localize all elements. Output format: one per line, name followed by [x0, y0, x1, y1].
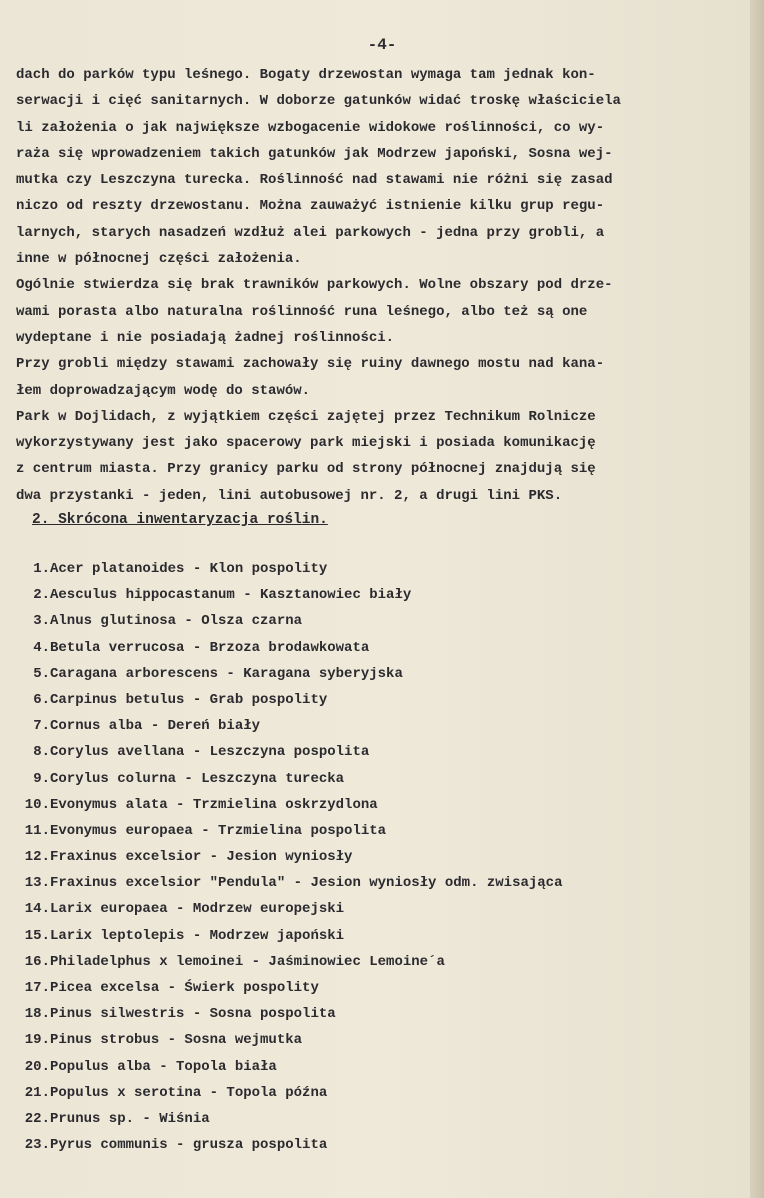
- paragraph-line: niczo od reszty drzewostanu. Można zauważyć istnienie kilku grup regu-: [16, 198, 605, 215]
- list-item-number: 18.: [24, 1006, 50, 1023]
- list-item: [18, 687, 748, 713]
- list-item: [18, 766, 748, 792]
- list-item-number: 19.: [24, 1032, 50, 1049]
- list-item-text: Pinus strobus - Sosna wejmutka: [50, 1032, 303, 1049]
- paragraph-line: raża się wprowadzeniem takich gatunków jak Modrzew japoński, Sosna wej-: [16, 145, 613, 162]
- list-item: [18, 713, 748, 739]
- list-item-text: Evonymus europaea - Trzmielina pospolita: [50, 822, 387, 839]
- paragraph-line: łem doprowadzającym wodę do stawów.: [16, 382, 311, 399]
- paragraph-line: li założenia o jak największe wzbogacenie widokowe roślinności, co wy-: [16, 119, 605, 136]
- paragraph-line: serwacji i cięć sanitarnych. W doborze gatunków widać troskę właściciela: [16, 93, 621, 110]
- list-item: [18, 844, 748, 870]
- list-item: [18, 1106, 748, 1132]
- list-item-text: Aesculus hippocastanum - Kasztanowiec biały: [50, 587, 412, 604]
- list-item: [18, 582, 748, 608]
- list-item-number: 9.: [33, 770, 50, 787]
- paragraph-line: Przy grobli między stawami zachowały się ruiny dawnego mostu nad kana-: [16, 356, 605, 373]
- list-item: [18, 608, 748, 634]
- list-item-text: Larix europaea - Modrzew europejski: [50, 901, 345, 918]
- list-item-text: Larix leptolepis - Modrzew japoński: [50, 927, 345, 944]
- list-item-text: Prunus sp. - Wiśnia: [50, 1110, 210, 1127]
- list-item-text: Fraxinus excelsior "Pendula" - Jesion wyniosły odm. zwisająca: [50, 875, 563, 892]
- list-item: [18, 1054, 748, 1080]
- list-item-text: Corylus colurna - Leszczyna turecka: [50, 770, 345, 787]
- paragraph-line: Park w Dojlidach, z wyjątkiem części zajętej przez Technikum Rolnicze: [16, 408, 596, 425]
- list-item-number: 14.: [24, 901, 50, 918]
- paragraph-line: dach do parków typu leśnego. Bogaty drzewostan wymaga tam jednak kon-: [16, 67, 596, 83]
- paragraph-line: Ogólnie stwierdza się brak trawników parkowych. Wolne obszary pod drze-: [16, 277, 613, 294]
- paragraph-line: wami porasta albo naturalna roślinność runa leśnego, albo też są one: [16, 303, 588, 320]
- paragraph-line: dwa przystanki - jeden, lini autobusowej nr. 2, a drugi lini PKS.: [16, 487, 563, 504]
- list-item-text: Caragana arborescens - Karagana syberyjska: [50, 665, 403, 682]
- list-item-text: Corylus avellana - Leszczyna pospolita: [50, 744, 370, 761]
- paragraph-line: wykorzystywany jest jako spacerowy park miejski i posiada komunikację: [16, 435, 596, 452]
- list-item-text: Alnus glutinosa - Olsza czarna: [50, 613, 303, 630]
- plant-inventory-list: [18, 556, 748, 1158]
- list-item: [18, 739, 748, 765]
- section-heading: 2. Skrócona inwentaryzacja roślin.: [32, 512, 328, 528]
- list-item-number: 20.: [24, 1058, 50, 1075]
- paragraph-line: larnych, starych nasadzeń wzdłuż alei parkowych - jedna przy grobli, a: [16, 224, 605, 241]
- list-item-number: 22.: [24, 1110, 50, 1127]
- page-number: -4-: [367, 36, 397, 54]
- list-item-text: Pinus silwestris - Sosna pospolita: [50, 1006, 336, 1023]
- list-item-number: 2.: [33, 587, 50, 604]
- list-item: [18, 556, 748, 582]
- list-item-number: 12.: [24, 849, 50, 866]
- list-item: [18, 949, 748, 975]
- list-item-number: 1.: [33, 561, 50, 577]
- list-item-text: Evonymus alata - Trzmielina oskrzydlona: [50, 796, 378, 813]
- list-item: [18, 1027, 748, 1053]
- list-item: [18, 792, 748, 818]
- list-item-number: 21.: [24, 1084, 50, 1101]
- paragraph-line: z centrum miasta. Przy granicy parku od strony północnej znajdują się: [16, 461, 596, 478]
- paragraph-line: wydeptane i nie posiadają żadnej roślinności.: [16, 329, 395, 346]
- list-item-number: 8.: [33, 744, 50, 761]
- list-item-text: Philadelphus x lemoinei - Jaśminowiec Lemoine´a: [50, 953, 445, 970]
- list-item: [18, 896, 748, 922]
- list-item: [18, 1001, 748, 1027]
- list-item-number: 16.: [24, 953, 50, 970]
- list-item-number: 13.: [24, 875, 50, 892]
- list-item: [18, 1080, 748, 1106]
- list-item-number: 3.: [33, 613, 50, 630]
- list-item-number: 17.: [24, 980, 50, 996]
- list-item: [18, 975, 748, 1001]
- list-item: [18, 870, 748, 896]
- list-item-number: 6.: [33, 691, 50, 708]
- list-item-text: Fraxinus excelsior - Jesion wyniosły: [50, 849, 353, 866]
- paragraph-line: mutka czy Leszczyna turecka. Roślinność nad stawami nie różni się zasad: [16, 172, 613, 189]
- list-item-number: 7.: [33, 718, 50, 735]
- list-item-text: Picea excelsa - Świerk pospolity: [50, 980, 319, 996]
- list-item-text: Populus x serotina - Topola późna: [50, 1084, 328, 1101]
- list-item: [18, 923, 748, 949]
- list-item-number: 23.: [24, 1137, 50, 1154]
- list-item-number: 10.: [24, 796, 50, 813]
- list-item: [18, 818, 748, 844]
- list-item-number: 5.: [33, 665, 50, 682]
- list-item-text: Betula verrucosa - Brzoza brodawkowata: [50, 639, 370, 656]
- list-item-text: Carpinus betulus - Grab pospolity: [50, 691, 328, 708]
- list-item-text: Pyrus communis - grusza pospolita: [50, 1137, 328, 1154]
- list-item-text: Cornus alba - Dereń biały: [50, 718, 261, 735]
- list-item: [18, 1132, 748, 1158]
- list-item-number: 11.: [24, 822, 50, 839]
- body-paragraph: [16, 62, 756, 509]
- list-item: [18, 661, 748, 687]
- list-item-text: Acer platanoides - Klon pospolity: [50, 561, 328, 577]
- list-item-number: 15.: [24, 927, 50, 944]
- list-item-number: 4.: [33, 639, 50, 656]
- list-item: [18, 635, 748, 661]
- paragraph-line: inne w północnej części założenia.: [16, 251, 302, 268]
- list-item-text: Populus alba - Topola biała: [50, 1058, 277, 1075]
